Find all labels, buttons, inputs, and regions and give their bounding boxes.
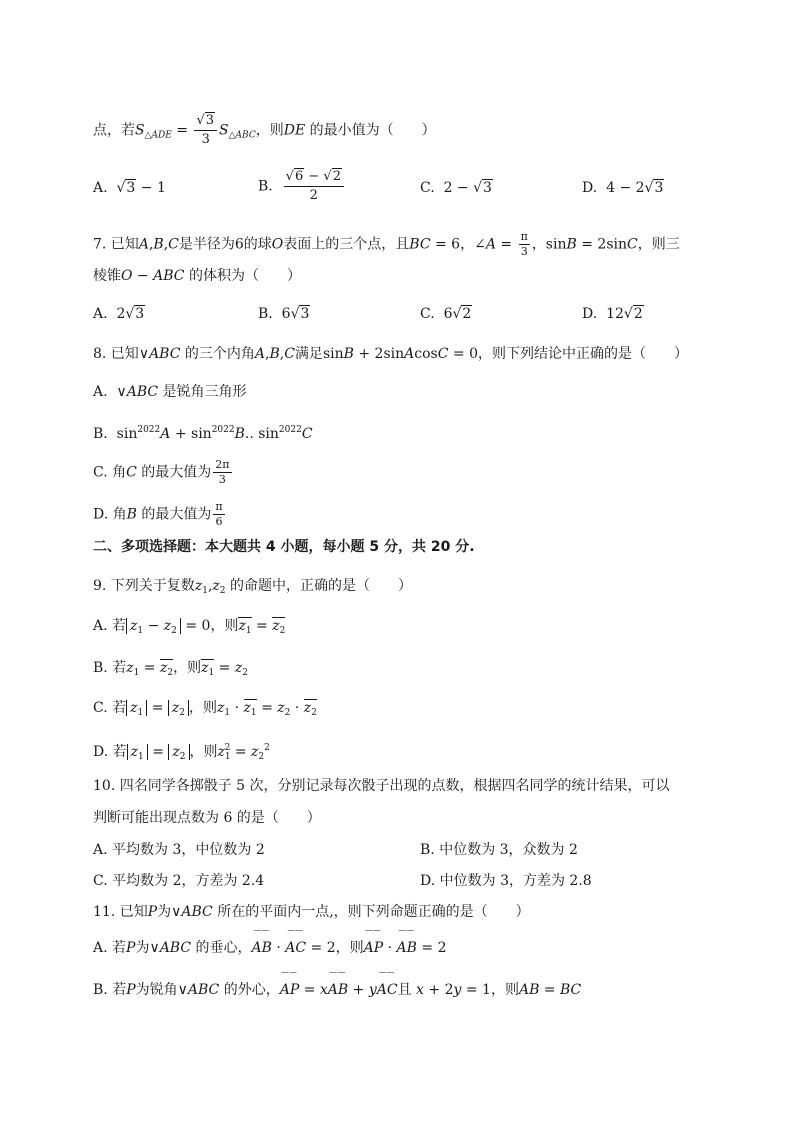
q10-option-a: A. 平均数为 3，中位数为 2 xyxy=(93,842,265,858)
q6-stem: 点，若$S_{\triangle ADE}$ = $\frac{√3}{3}$ $S_{\triangle ABC}$，则DE 的最小值为（ ） xyxy=(93,113,436,147)
q7-option-c: C. 6√2 xyxy=(420,306,472,322)
q9-option-b: B. 若$z_1 = z_2$，则$z_1 = z_2$ xyxy=(93,660,248,678)
q10-stem-line1: 10. 四名同学各掷骰子 5 次，分别记录每次骰子出现的点数，根据四名同学的统计结果，可以 xyxy=(93,778,670,794)
q8-stem: 8. 已知∨ABC 的三个内角A,B,C满足sinB + 2sinAcosC = 0，则下列结论中正确的是（ ） xyxy=(93,346,688,362)
q8-option-b: B. $\sin^{2022}A + \sin^{2022}B$.. $\sin^{2022}C$ xyxy=(93,425,313,442)
q7-option-a: A. 2√3 xyxy=(93,306,145,322)
q9-option-d: D. 若 $z_1 = z_2$ ，则$z_1^2 = z_2^2$ xyxy=(93,743,270,762)
q9-stem: 9. 下列关于复数$z_1,z_2$ 的命题中，正确的是（ ） xyxy=(93,578,412,596)
q7-option-b: B. 6√3 xyxy=(258,306,310,322)
q11-stem: 11. 已知P为∨ABC 所在的平面内一点,，则下列命题正确的是（ ） xyxy=(93,904,530,920)
q9-option-c: C. 若 $z_1 = z_2$ ，则$z_1 \cdot z_1 = z_2 \cdot z_2$ xyxy=(93,700,317,718)
q11-option-a: A. 若P为∨ABC 的垂心， ⎺⎺ AB · ⎺⎺ AC = 2，则 ⎺⎺ AP · ⎺⎺ AB = 2 xyxy=(93,930,447,956)
q10-stem-line2: 判断可能出现点数为 6 的是（ ） xyxy=(93,810,321,826)
q10-option-b: B. 中位数为 3，众数为 2 xyxy=(420,842,578,858)
q7-option-d: D. 12√2 xyxy=(582,306,643,322)
q9-option-a: A. 若 $z_1 - z_2 = 0$，则$z_1 = z_2$ xyxy=(93,618,286,636)
q10-option-c: C. 平均数为 2，方差为 2.4 xyxy=(93,873,265,889)
q8-option-c: C. 角C 的最大值为 $\frac{2\pi}{3}$ xyxy=(93,458,230,486)
q10-option-d: D. 中位数为 3，方差为 2.8 xyxy=(420,873,592,889)
q6-option-c: C. 2 − √3 xyxy=(420,180,492,196)
section-title: 二、多项选择题：本大题共 4 小题，每小题 5 分，共 20 分. xyxy=(93,539,475,555)
q8-option-a: A. ∨ABC 是锐角三角形 xyxy=(93,384,247,400)
q7-stem-line2: 棱锥O − ABC 的体积为（ ） xyxy=(93,268,301,284)
q6-option-d: D. 4 − 2√3 xyxy=(582,180,664,196)
q11-option-b: B. 若P为锐角∨ABC 的外心， ⎺⎺ AP = x ⎺⎺ AB + y ⎺⎺ AC且 x + 2y = 1，则AB = BC xyxy=(93,972,582,998)
q6-option-b: B. $\frac{√6 - √2}{2}$ xyxy=(258,168,346,205)
q7-stem-line1: 7. 已知A,B,C是半径为6的球O表面上的三个点，且BC = 6，∠A = $\frac{\pi}{3}$ ，sinB = 2sinC，则三 xyxy=(93,230,680,258)
q8-option-d: D. 角B 的最大值为 $\frac{\pi}{6}$ xyxy=(93,500,223,528)
q6-option-a: A. √3 − 1 xyxy=(93,180,166,196)
